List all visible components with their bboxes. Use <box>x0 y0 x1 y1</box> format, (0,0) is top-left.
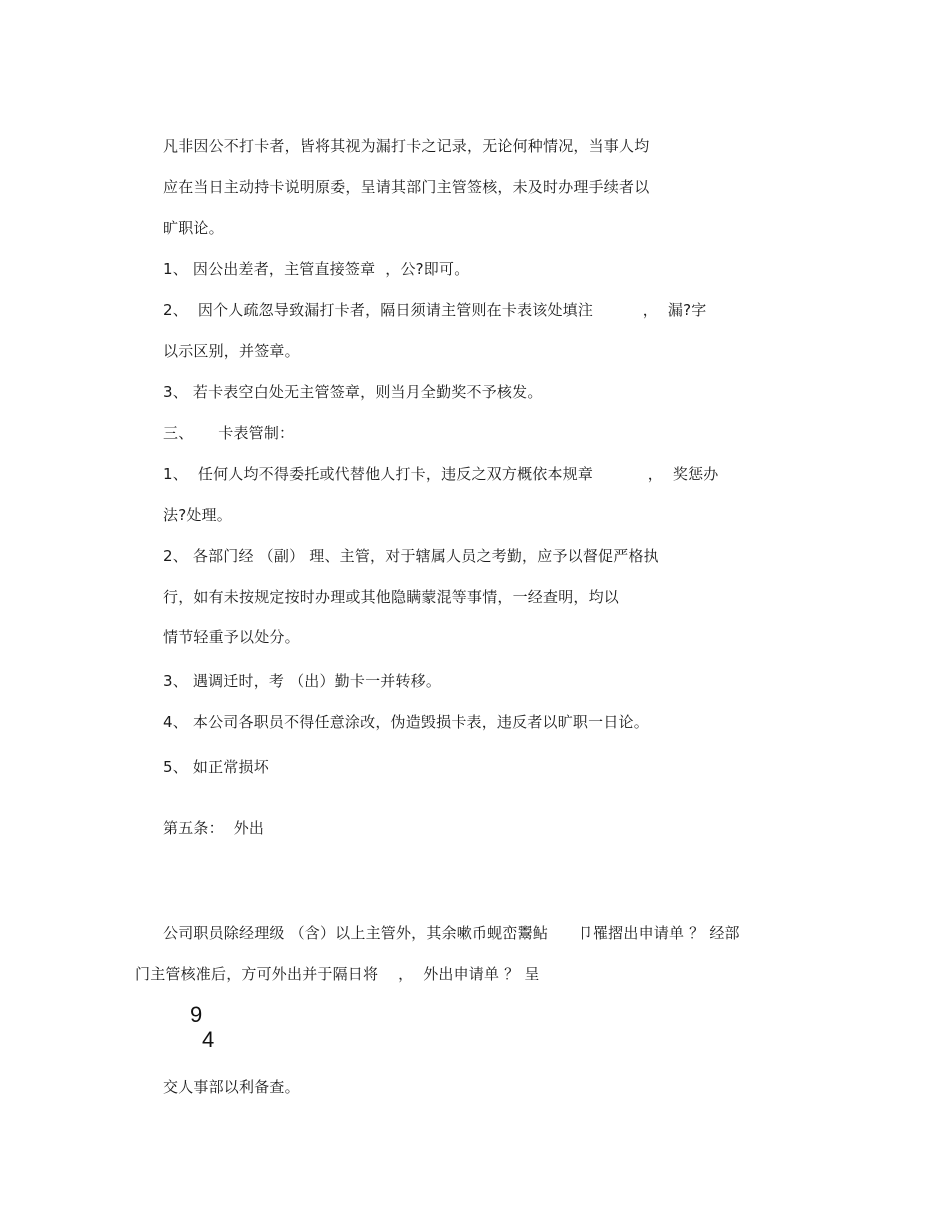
text-line-9: 1、 任何人均不得委托或代替他人打卡，违反之双方概依本规章 ， 奖惩办 <box>163 465 719 483</box>
text-line-12: 行，如有未按规定按时办理或其他隐瞒蒙混等事情，一经查明，均以 <box>163 588 620 606</box>
text-line-7: 3、 若卡表空白处无主管签章，则当月全勤奖不予核发。 <box>163 383 543 401</box>
page-number-bottom: 4 <box>202 1027 215 1052</box>
text-line-5: 2、 因个人疏忽导致漏打卡者，隔日须请主管则在卡表该处填注 ， 漏?字 <box>163 301 707 319</box>
text-line-6: 以示区别，并签章。 <box>163 342 300 360</box>
text-line-16: 5、 如正常损坏 <box>163 758 269 776</box>
article-heading: 第五条： 外出 <box>163 819 265 837</box>
text-line-2: 应在当日主动持卡说明原委，呈请其部门主管签核，未及时办理手续者以 <box>163 178 650 196</box>
text-line-10: 法?处理。 <box>163 506 232 524</box>
text-line-14: 3、 遇调迁时，考 （出）勤卡一并转移。 <box>163 672 442 690</box>
text-line-1: 凡非因公不打卡者，皆将其视为漏打卡之记录，无论何种情况，当事人均 <box>163 137 650 155</box>
text-line-19: 门主管核准后，方可外出并于隔日将 ， 外出申请单 ？ 呈 <box>135 965 540 983</box>
text-line-13: 情节轻重予以处分。 <box>163 628 300 646</box>
text-line-18: 公司职员除经理级 （含）以上主管外，其余嗽币蚬峦鬻鲇 卩罹摺出申请单 ？ 经部 <box>163 924 740 942</box>
text-line-20: 交人事部以利备查。 <box>163 1078 300 1096</box>
text-line-15: 4、 本公司各职员不得任意涂改，伪造毁损卡表，违反者以旷职一日论。 <box>163 713 649 731</box>
text-line-3: 旷职论。 <box>163 219 224 237</box>
text-line-4: 1、 因公出差者，主管直接签章 ，公?即可。 <box>163 260 470 278</box>
section-heading: 三、 卡表管制： <box>163 424 295 442</box>
page-number-top: 9 <box>190 1002 203 1027</box>
text-line-11: 2、 各部门经 （副） 理、主管，对于辖属人员之考勤，应予以督促严格执 <box>163 547 659 565</box>
